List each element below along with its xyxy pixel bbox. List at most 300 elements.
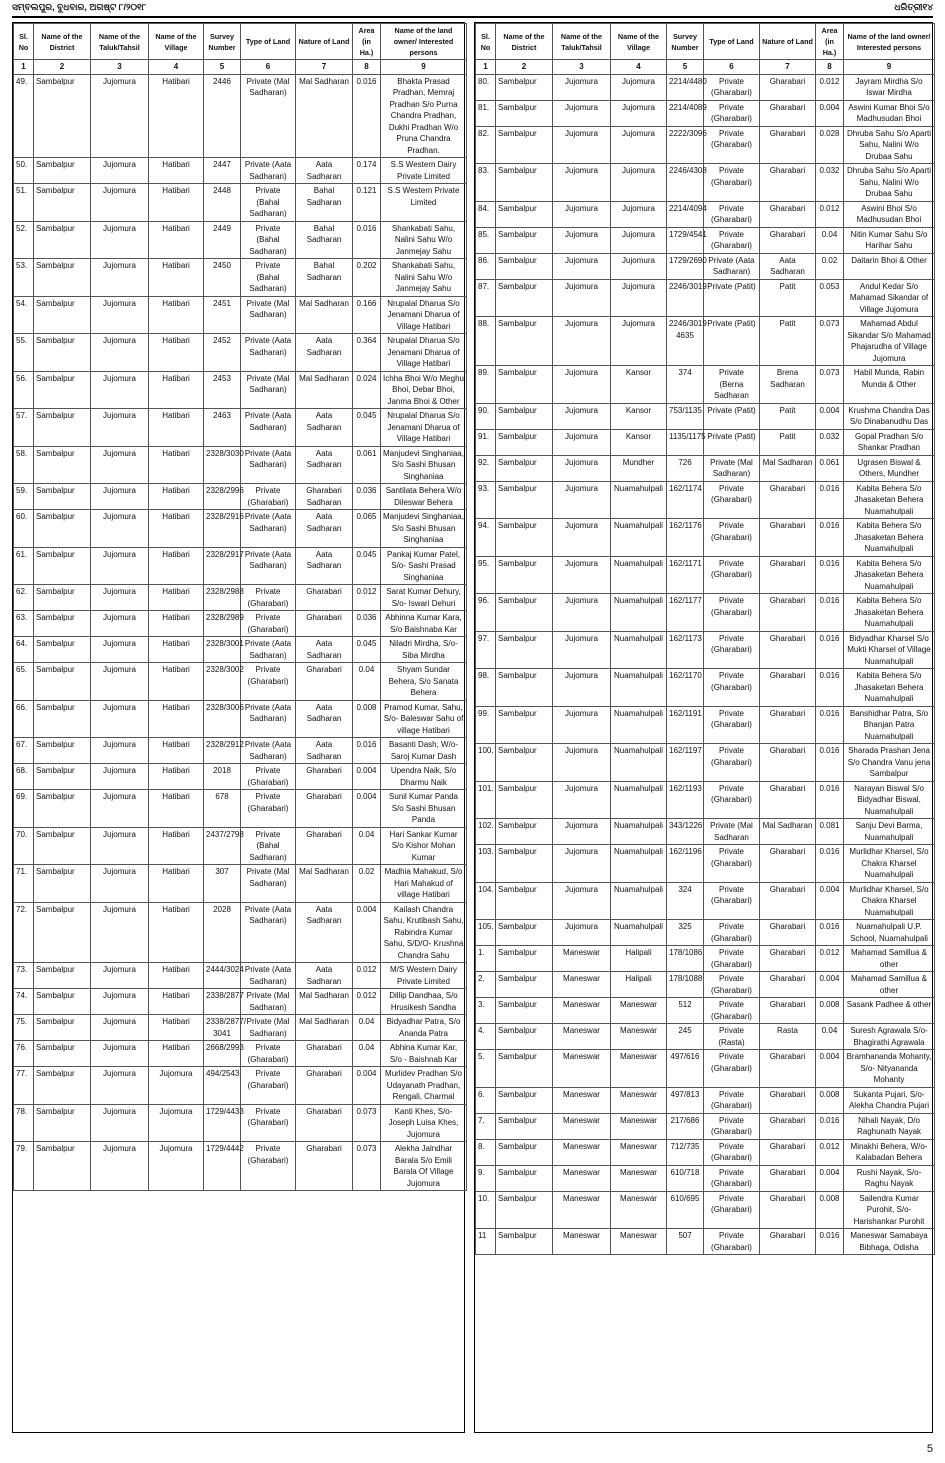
sl-no-cell: 3.: [476, 998, 496, 1024]
tahsil-cell: Jujomura: [91, 446, 149, 484]
tahsil-cell: Jujomura: [553, 201, 611, 227]
column-number: 2: [496, 60, 553, 75]
sl-no-cell: 104.: [476, 882, 496, 920]
survey-number-cell: 2328/2912: [204, 738, 241, 764]
village-cell: Jujomura: [149, 1104, 204, 1142]
sl-no-cell: 68.: [14, 764, 34, 790]
area-cell: 0.012: [816, 201, 844, 227]
area-cell: 0.166: [353, 296, 381, 334]
district-cell: Sambalpur: [496, 882, 553, 920]
land-type-cell: Private (Aata Sadharan): [241, 158, 296, 184]
district-cell: Sambalpur: [34, 790, 91, 828]
owner-cell: Maneswar Samabaya Bibhaga, Odisha: [844, 1229, 935, 1255]
village-cell: Jujomura: [611, 126, 667, 164]
village-cell: Nuamahulpali: [611, 519, 667, 557]
district-cell: Sambalpur: [34, 1041, 91, 1067]
land-nature-cell: Gharabari: [296, 1067, 353, 1105]
sl-no-cell: 81.: [476, 100, 496, 126]
district-cell: Sambalpur: [496, 920, 553, 946]
owner-cell: Murlidhar Kharsel, S/o Chakra Kharsel Nuamahulpali: [844, 882, 935, 920]
survey-number-cell: 494/2543: [204, 1067, 241, 1105]
village-cell: Nuamahulpali: [611, 706, 667, 744]
district-cell: Sambalpur: [34, 989, 91, 1015]
district-cell: Sambalpur: [496, 1165, 553, 1191]
sl-no-cell: 51.: [14, 184, 34, 222]
land-table-right: [475, 23, 935, 1255]
village-cell: Hatibari: [149, 158, 204, 184]
tahsil-cell: Jujomura: [91, 221, 149, 259]
area-cell: 0.036: [353, 611, 381, 637]
column-number: 8: [816, 60, 844, 75]
district-cell: Sambalpur: [496, 455, 553, 481]
sl-no-cell: 84.: [476, 201, 496, 227]
area-cell: 0.016: [816, 706, 844, 744]
area-cell: 0.004: [353, 1067, 381, 1105]
area-cell: 0.016: [816, 845, 844, 883]
survey-number-cell: 2328/2989: [204, 611, 241, 637]
village-cell: Hatibari: [149, 409, 204, 447]
village-cell: Maneswar: [611, 1191, 667, 1229]
land-nature-cell: Gharabari: [760, 706, 816, 744]
column-number-row: [14, 60, 467, 75]
table-header: [476, 24, 935, 75]
owner-cell: Madhia Mahakud, S/o Hari Mahakud of village Hatibari: [381, 865, 467, 903]
land-type-cell: Private (Gharabari): [241, 663, 296, 701]
survey-number-cell: 2451: [204, 296, 241, 334]
survey-number-cell: 1729/2690: [667, 253, 704, 279]
land-nature-cell: Gharabari: [760, 1139, 816, 1165]
table-body: [14, 74, 467, 1191]
district-cell: Sambalpur: [496, 594, 553, 632]
area-cell: 0.061: [816, 455, 844, 481]
sl-no-cell: 58.: [14, 446, 34, 484]
village-cell: Jujomura: [149, 1142, 204, 1191]
owner-cell: Andul Kedar S/o Mahamad Sikandar of Village Jujomura: [844, 279, 935, 317]
sl-no-cell: 8.: [476, 1139, 496, 1165]
land-type-cell: Private (Aata Sadharan): [241, 902, 296, 963]
sl-no-cell: 70.: [14, 827, 34, 865]
table-row: [14, 510, 467, 548]
land-nature-cell: Gharabari: [296, 585, 353, 611]
survey-number-cell: 307: [204, 865, 241, 903]
land-type-cell: Private (Gharabari): [704, 556, 760, 594]
sl-no-cell: 90.: [476, 403, 496, 429]
right-table-panel: [474, 22, 933, 1433]
area-cell: 0.073: [353, 1104, 381, 1142]
district-cell: Sambalpur: [496, 126, 553, 164]
tahsil-cell: Jujomura: [91, 663, 149, 701]
tahsil-cell: Jujomura: [91, 1104, 149, 1142]
land-type-cell: Private (Bahal Sadharan): [241, 259, 296, 297]
table-row: [476, 744, 935, 782]
area-cell: 0.045: [353, 409, 381, 447]
owner-cell: Nuamahulpali U.P. School, Nuamahulpali: [844, 920, 935, 946]
tahsil-cell: Jujomura: [553, 403, 611, 429]
tahsil-cell: Maneswar: [553, 1165, 611, 1191]
owner-cell: Kabita Behera S/o Jhasaketan Behera Nuamahulpali: [844, 594, 935, 632]
tahsil-cell: Jujomura: [91, 158, 149, 184]
area-cell: 0.202: [353, 259, 381, 297]
district-cell: Sambalpur: [496, 781, 553, 819]
area-cell: 0.028: [816, 126, 844, 164]
owner-cell: Sukanta Pujari, S/o- Alekha Chandra Pujari: [844, 1087, 935, 1113]
left-table-panel: [12, 22, 465, 1433]
sl-no-cell: 67.: [14, 738, 34, 764]
land-nature-cell: Gharabari: [760, 164, 816, 202]
sl-no-cell: 63.: [14, 611, 34, 637]
land-nature-cell: Gharabari: [760, 556, 816, 594]
owner-cell: Murlidhar Kharsel, S/o Chakra Kharsel Nuamahulpali: [844, 845, 935, 883]
land-nature-cell: Mal Sadharan: [296, 865, 353, 903]
survey-number-cell: 374: [667, 366, 704, 404]
district-cell: Sambalpur: [34, 510, 91, 548]
owner-cell: Shankabati Sahu, Nalini Sahu W/o Janmejay Sahu: [381, 221, 467, 259]
land-type-cell: Private (Rasta): [704, 1024, 760, 1050]
column-number: 7: [296, 60, 353, 75]
land-nature-cell: Gharabari: [296, 611, 353, 637]
land-nature-cell: Gharabari: [760, 744, 816, 782]
tahsil-cell: Jujomura: [553, 781, 611, 819]
column-number: 4: [611, 60, 667, 75]
land-nature-cell: Gharabari: [760, 1165, 816, 1191]
table-row: [476, 126, 935, 164]
village-cell: Nuamahulpali: [611, 594, 667, 632]
survey-number-cell: 162/1177: [667, 594, 704, 632]
tahsil-cell: Jujomura: [553, 455, 611, 481]
village-cell: Nuamahulpali: [611, 631, 667, 669]
land-nature-cell: Patit: [760, 429, 816, 455]
land-nature-cell: Gharabari: [760, 882, 816, 920]
land-table-left: [13, 23, 467, 1191]
land-nature-cell: Gharabari: [760, 946, 816, 972]
land-type-cell: Private (Gharabari): [241, 764, 296, 790]
district-cell: Sambalpur: [496, 403, 553, 429]
land-nature-cell: Patit: [760, 279, 816, 317]
survey-number-cell: 678: [204, 790, 241, 828]
owner-cell: Sharada Prashan Jena S/o Chandra Vanu jena Sambalpur: [844, 744, 935, 782]
column-number: 9: [844, 60, 935, 75]
district-cell: Sambalpur: [34, 484, 91, 510]
area-cell: 0.04: [353, 663, 381, 701]
district-cell: Sambalpur: [496, 946, 553, 972]
column-number: 1: [476, 60, 496, 75]
area-cell: 0.04: [816, 227, 844, 253]
owner-cell: Basanti Dash, W/o- Saroj Kumar Dash: [381, 738, 467, 764]
land-nature-cell: Gharabari: [760, 972, 816, 998]
masthead-page-tag: ଧରିତ୍ରୀ୧୪: [894, 2, 933, 12]
tahsil-cell: Jujomura: [553, 594, 611, 632]
land-type-cell: Private (Gharabari): [704, 74, 760, 100]
tahsil-cell: Jujomura: [553, 74, 611, 100]
survey-number-cell: 2328/3006: [204, 700, 241, 738]
land-nature-cell: Gharabari: [296, 1104, 353, 1142]
survey-number-cell: 2437/2798: [204, 827, 241, 865]
area-cell: 0.008: [816, 1191, 844, 1229]
village-cell: Hatibari: [149, 1041, 204, 1067]
owner-cell: Sanju Devi Barma, Nuamahulpali: [844, 819, 935, 845]
table-row: [14, 409, 467, 447]
owner-cell: Niladri Mirdha, S/o- Siba Mirdha: [381, 637, 467, 663]
district-cell: Sambalpur: [34, 1142, 91, 1191]
village-cell: Nuamahulpali: [611, 819, 667, 845]
tahsil-cell: Jujomura: [553, 706, 611, 744]
tahsil-cell: Jujomura: [553, 744, 611, 782]
land-nature-cell: Gharabari: [296, 1041, 353, 1067]
column-header: Name of the Taluk/Tahsil: [91, 24, 149, 60]
district-cell: Sambalpur: [496, 1191, 553, 1229]
survey-number-cell: 178/1086: [667, 946, 704, 972]
survey-number-cell: 1729/4541: [667, 227, 704, 253]
land-nature-cell: Gharabari: [760, 1087, 816, 1113]
land-type-cell: Private (Patit): [704, 403, 760, 429]
column-header: Name of the land owner/ Interested persons: [844, 24, 935, 60]
land-type-cell: Private (Gharabari): [704, 1113, 760, 1139]
column-header: Sl. No: [476, 24, 496, 60]
header-row: [14, 24, 467, 60]
area-cell: 0.016: [816, 744, 844, 782]
survey-number-cell: 2214/4480: [667, 74, 704, 100]
sl-no-cell: 94.: [476, 519, 496, 557]
village-cell: Hatibari: [149, 902, 204, 963]
land-type-cell: Private (Gharabari): [241, 484, 296, 510]
survey-number-cell: 2214/4094: [667, 201, 704, 227]
table-row: [476, 481, 935, 519]
district-cell: Sambalpur: [496, 631, 553, 669]
table-row: [14, 611, 467, 637]
land-nature-cell: Aata Sadharan: [296, 510, 353, 548]
table-row: [476, 669, 935, 707]
table-row: [476, 1113, 935, 1139]
tahsil-cell: Jujomura: [91, 409, 149, 447]
owner-cell: Nrupalal Dharua S/o Jenamani Dharua of Village Hatibari: [381, 296, 467, 334]
owner-cell: Suresh Agrawala S/o- Bhagirathi Agrawala: [844, 1024, 935, 1050]
village-cell: Kansor: [611, 366, 667, 404]
column-number: 3: [91, 60, 149, 75]
tahsil-cell: Jujomura: [91, 989, 149, 1015]
land-type-cell: Private (Aata Sadharan): [241, 334, 296, 372]
land-type-cell: Private (Gharabari): [704, 1191, 760, 1229]
area-cell: 0.004: [353, 790, 381, 828]
land-type-cell: Private (Aata Sadharan): [241, 446, 296, 484]
table-row: [14, 1142, 467, 1191]
area-cell: 0.04: [353, 1015, 381, 1041]
area-cell: 0.004: [816, 1050, 844, 1088]
land-nature-cell: Aata Sadharan: [296, 963, 353, 989]
land-type-cell: Private (Gharabari): [704, 1139, 760, 1165]
land-type-cell: Private (Gharabari): [704, 1229, 760, 1255]
tahsil-cell: Jujomura: [553, 920, 611, 946]
village-cell: Nuamahulpali: [611, 556, 667, 594]
land-nature-cell: Mal Sadharan: [296, 371, 353, 409]
survey-number-cell: 2246/3019: [667, 279, 704, 317]
sl-no-cell: 72.: [14, 902, 34, 963]
district-cell: Sambalpur: [496, 366, 553, 404]
land-nature-cell: Aata Sadharan: [296, 446, 353, 484]
table-row: [14, 1015, 467, 1041]
land-nature-cell: Gharabari: [760, 781, 816, 819]
tahsil-cell: Maneswar: [553, 1087, 611, 1113]
sl-no-cell: 53.: [14, 259, 34, 297]
land-type-cell: Private (Gharabari): [704, 519, 760, 557]
land-type-cell: Private (Gharabari): [704, 631, 760, 669]
table-row: [14, 74, 467, 158]
owner-cell: Mahamad Abdul Sikandar S/o Mahamad Phajarudha of Village Jujomura: [844, 317, 935, 366]
table-row: [14, 963, 467, 989]
district-cell: Sambalpur: [34, 184, 91, 222]
district-cell: Sambalpur: [496, 1024, 553, 1050]
land-type-cell: Private (Mal Sadharan): [241, 865, 296, 903]
land-nature-cell: Gharabari: [760, 845, 816, 883]
sl-no-cell: 83.: [476, 164, 496, 202]
survey-number-cell: 2444/3024: [204, 963, 241, 989]
sl-no-cell: 64.: [14, 637, 34, 663]
village-cell: Hatibari: [149, 790, 204, 828]
land-nature-cell: Gharabari: [760, 594, 816, 632]
village-cell: Hatibari: [149, 585, 204, 611]
land-type-cell: Private (Mal Sadharan): [241, 296, 296, 334]
village-cell: Hatibari: [149, 547, 204, 585]
dateline: ସମ୍ବଲପୁର, ବୁଧବାର, ଅଗଷ୍ଟ ୮/୨୦୧୮: [12, 2, 147, 12]
table-row: [476, 998, 935, 1024]
sl-no-cell: 89.: [476, 366, 496, 404]
area-cell: 0.053: [816, 279, 844, 317]
village-cell: Nuamahulpali: [611, 669, 667, 707]
area-cell: 0.004: [816, 1165, 844, 1191]
tahsil-cell: Jujomura: [91, 371, 149, 409]
land-type-cell: Private (Gharabari): [704, 126, 760, 164]
survey-number-cell: 1135/1175: [667, 429, 704, 455]
area-cell: 0.012: [816, 1139, 844, 1165]
village-cell: Hatibari: [149, 700, 204, 738]
owner-cell: Nitin Kumar Sahu S/o Harihar Sahu: [844, 227, 935, 253]
district-cell: Sambalpur: [496, 1087, 553, 1113]
village-cell: Kansor: [611, 429, 667, 455]
village-cell: Maneswar: [611, 1165, 667, 1191]
survey-number-cell: 2453: [204, 371, 241, 409]
land-nature-cell: Gharabari: [296, 827, 353, 865]
sl-no-cell: 11: [476, 1229, 496, 1255]
table-row: [476, 429, 935, 455]
tahsil-cell: Jujomura: [91, 259, 149, 297]
land-type-cell: Private (Aata Sadharan): [241, 547, 296, 585]
area-cell: 0.016: [816, 781, 844, 819]
land-type-cell: Private (Aata Sadharan): [241, 510, 296, 548]
area-cell: 0.004: [353, 764, 381, 790]
district-cell: Sambalpur: [496, 845, 553, 883]
owner-cell: Dhruba Sahu S/o Aparti Sahu, Nalini W/o Drubaa Sahu: [844, 126, 935, 164]
survey-number-cell: 512: [667, 998, 704, 1024]
village-cell: Hatibari: [149, 637, 204, 663]
table-row: [14, 184, 467, 222]
tahsil-cell: Jujomura: [91, 74, 149, 158]
sl-no-cell: 73.: [14, 963, 34, 989]
owner-cell: Bidyadhar Patra, S/o Ananda Patra: [381, 1015, 467, 1041]
land-type-cell: Private (Gharabari): [704, 1087, 760, 1113]
table-row: [476, 1087, 935, 1113]
survey-number-cell: 610/695: [667, 1191, 704, 1229]
area-cell: 0.045: [353, 637, 381, 663]
survey-number-cell: 2463: [204, 409, 241, 447]
district-cell: Sambalpur: [34, 663, 91, 701]
tahsil-cell: Maneswar: [553, 998, 611, 1024]
survey-number-cell: 2446: [204, 74, 241, 158]
district-cell: Sambalpur: [496, 201, 553, 227]
land-nature-cell: Mal Sadharan: [296, 296, 353, 334]
area-cell: 0.081: [816, 819, 844, 845]
area-cell: 0.036: [353, 484, 381, 510]
survey-number-cell: 2328/3030: [204, 446, 241, 484]
owner-cell: Dillip Dandhaa, S/o Hrusikesh Sandha: [381, 989, 467, 1015]
column-header: Name of the land owner/ Interested persons: [381, 24, 467, 60]
tahsil-cell: Jujomura: [553, 819, 611, 845]
village-cell: Halipali: [611, 972, 667, 998]
district-cell: Sambalpur: [496, 279, 553, 317]
survey-number-cell: 1729/4433: [204, 1104, 241, 1142]
land-nature-cell: Aata Sadharan: [296, 637, 353, 663]
survey-number-cell: 2222/3096: [667, 126, 704, 164]
village-cell: Hatibari: [149, 1015, 204, 1041]
village-cell: Jujomura: [611, 279, 667, 317]
land-nature-cell: Mal Sadharan: [296, 74, 353, 158]
column-number: 5: [204, 60, 241, 75]
tahsil-cell: Maneswar: [553, 1024, 611, 1050]
district-cell: Sambalpur: [496, 317, 553, 366]
area-cell: 0.073: [816, 366, 844, 404]
district-cell: Sambalpur: [496, 1139, 553, 1165]
page-number: 5: [926, 1443, 933, 1455]
land-nature-cell: Gharabari: [296, 663, 353, 701]
tahsil-cell: Jujomura: [91, 1142, 149, 1191]
village-cell: Hatibari: [149, 738, 204, 764]
area-cell: 0.073: [816, 317, 844, 366]
land-nature-cell: Gharabari: [296, 764, 353, 790]
area-cell: 0.004: [353, 902, 381, 963]
sl-no-cell: 102.: [476, 819, 496, 845]
area-cell: 0.016: [816, 556, 844, 594]
table-row: [476, 164, 935, 202]
district-cell: Sambalpur: [34, 1067, 91, 1105]
page-header: [12, 2, 933, 16]
sl-no-cell: 87.: [476, 279, 496, 317]
land-nature-cell: Gharabari: [296, 790, 353, 828]
survey-number-cell: 726: [667, 455, 704, 481]
owner-cell: Daitarin Bhoi & Other: [844, 253, 935, 279]
land-nature-cell: Gharabari Sadharan: [296, 484, 353, 510]
owner-cell: Ichha Bhoi W/o Meghu Bhoi, Debar Bhoi, Janma Bhoi & Other: [381, 371, 467, 409]
village-cell: Hatibari: [149, 611, 204, 637]
owner-cell: Nihali Nayak, D/o Raghunath Nayak: [844, 1113, 935, 1139]
village-cell: Jujomura: [611, 164, 667, 202]
survey-number-cell: 2328/2916: [204, 510, 241, 548]
owner-cell: Habil Munda, Rabin Munda & Other: [844, 366, 935, 404]
land-type-cell: Private (Gharabari): [704, 706, 760, 744]
survey-number-cell: 178/1088: [667, 972, 704, 998]
district-cell: Sambalpur: [496, 481, 553, 519]
village-cell: Maneswar: [611, 1229, 667, 1255]
land-type-cell: Private (Aata Sadharan): [241, 738, 296, 764]
area-cell: 0.012: [816, 74, 844, 100]
village-cell: Hatibari: [149, 663, 204, 701]
column-header: Type of Land: [241, 24, 296, 60]
table-row: [14, 790, 467, 828]
column-header: Sl. No: [14, 24, 34, 60]
land-type-cell: Private (Gharabari): [704, 946, 760, 972]
area-cell: 0.016: [353, 738, 381, 764]
survey-number-cell: 2246/3019 4635: [667, 317, 704, 366]
column-number: 7: [760, 60, 816, 75]
column-number: 3: [553, 60, 611, 75]
survey-number-cell: 2668/2993: [204, 1041, 241, 1067]
